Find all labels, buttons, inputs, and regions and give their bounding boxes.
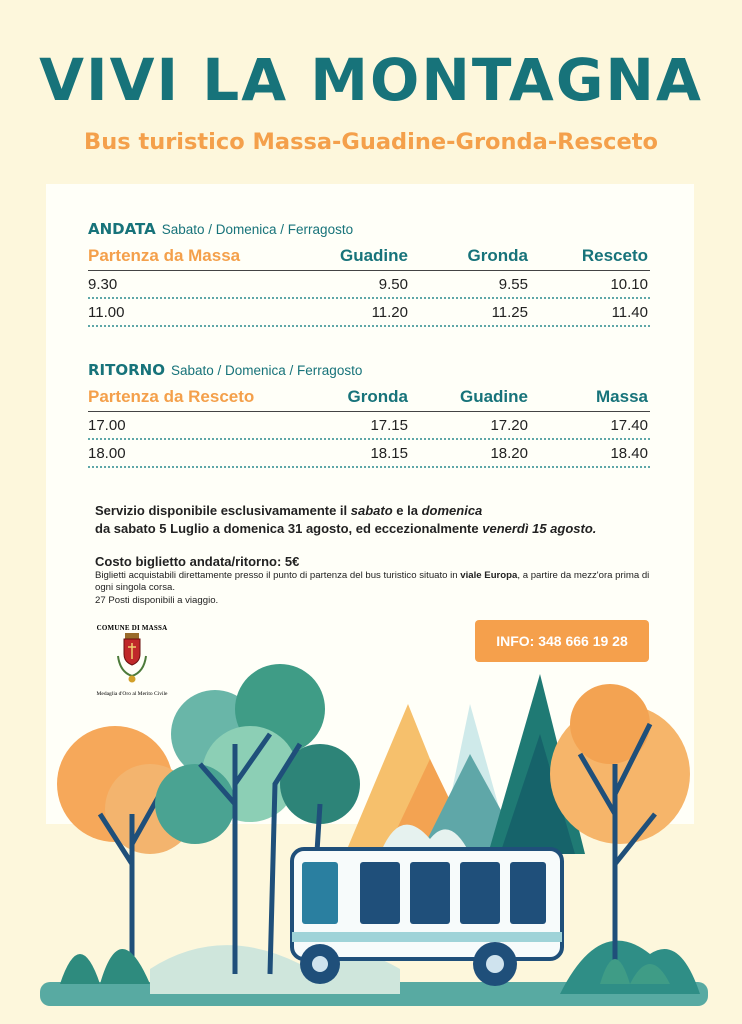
ritorno-col-massa: Massa	[596, 387, 648, 406]
andata-col-guadine: Guadine	[339, 246, 408, 265]
andata-section	[88, 216, 650, 327]
info-phone-button[interactable]: INFO: 348 666 19 28	[475, 620, 649, 662]
time-cell: 18.15	[370, 444, 408, 462]
ritorno-section	[88, 357, 650, 468]
ticket-location: viale Europa	[460, 570, 518, 581]
andata-label: ANDATA	[88, 220, 156, 238]
period-exception: venerdì 15 agosto.	[482, 521, 597, 536]
seats-info: 27 Posti disponibili a viaggio.	[95, 594, 219, 606]
shrub-icon	[60, 949, 150, 984]
time-cell: 18.40	[610, 444, 648, 462]
ritorno-days: Sabato / Domenica / Ferragosto	[170, 363, 363, 378]
table-row	[88, 271, 650, 299]
time-cell: 18.20	[490, 444, 528, 462]
andata-col-resceto: Resceto	[581, 246, 648, 265]
time-cell: 18.00	[88, 444, 126, 462]
time-cell: 11.25	[491, 303, 528, 321]
mountain-forest-illustration	[0, 664, 742, 1024]
tree-icon	[155, 764, 235, 844]
service-day-sun: domenica	[421, 503, 483, 518]
poster-subtitle: Bus turistico Massa-Guadine-Gronda-Resceto	[84, 129, 658, 155]
ritorno-label: RITORNO	[88, 361, 165, 379]
ticket-cost: Costo biglietto andata/ritorno: 5€	[95, 554, 300, 569]
time-cell: 17.00	[88, 416, 126, 434]
hill-icon	[560, 941, 700, 994]
time-cell: 11.00	[88, 303, 125, 321]
ritorno-header-row	[88, 383, 650, 412]
comune-name: COMUNE DI MASSA	[96, 624, 168, 632]
ritorno-heading	[88, 357, 650, 383]
time-cell: 9.30	[88, 275, 118, 293]
andata-col-departure: Partenza da Massa	[88, 246, 241, 265]
time-cell: 17.40	[610, 416, 648, 434]
table-row	[88, 440, 650, 468]
andata-col-gronda: Gronda	[467, 246, 528, 265]
table-row	[88, 299, 650, 327]
andata-heading	[88, 216, 650, 242]
time-cell: 9.50	[378, 275, 408, 293]
ritorno-col-gronda: Gronda	[347, 387, 408, 406]
time-cell: 11.40	[611, 303, 648, 321]
service-text: Servizio disponibile esclusivamamente il	[95, 503, 351, 518]
ticket-info	[95, 570, 655, 607]
time-cell: 10.10	[610, 275, 648, 293]
period-text: da sabato 5 Luglio a domenica 31 agosto, ed eccezionalmente	[95, 521, 483, 536]
time-cell: 9.55	[498, 275, 528, 293]
time-cell: 17.20	[490, 416, 528, 434]
service-note	[95, 502, 655, 538]
andata-header-row	[88, 242, 650, 271]
ticket-text: Biglietti acquistabili direttamente presso il punto di partenza del bus turistico situato in	[95, 570, 461, 581]
comune-medal: Medaglia d'Oro al Merito Civile	[96, 691, 168, 697]
ritorno-col-departure: Partenza da Resceto	[88, 387, 255, 406]
service-text-and: e la	[392, 503, 422, 518]
andata-days: Sabato / Domenica / Ferragosto	[161, 222, 354, 237]
time-cell: 17.15	[370, 416, 408, 434]
ritorno-col-guadine: Guadine	[459, 387, 528, 406]
table-row	[88, 412, 650, 440]
ticket-text-end: , a partire da mezz'ora prima di ogni singola corsa.	[95, 570, 650, 594]
service-day-sat: sabato	[350, 503, 393, 518]
bus-icon	[292, 849, 562, 986]
poster-title: VIVI LA MONTAGNA	[39, 46, 703, 114]
time-cell: 11.20	[371, 303, 408, 321]
